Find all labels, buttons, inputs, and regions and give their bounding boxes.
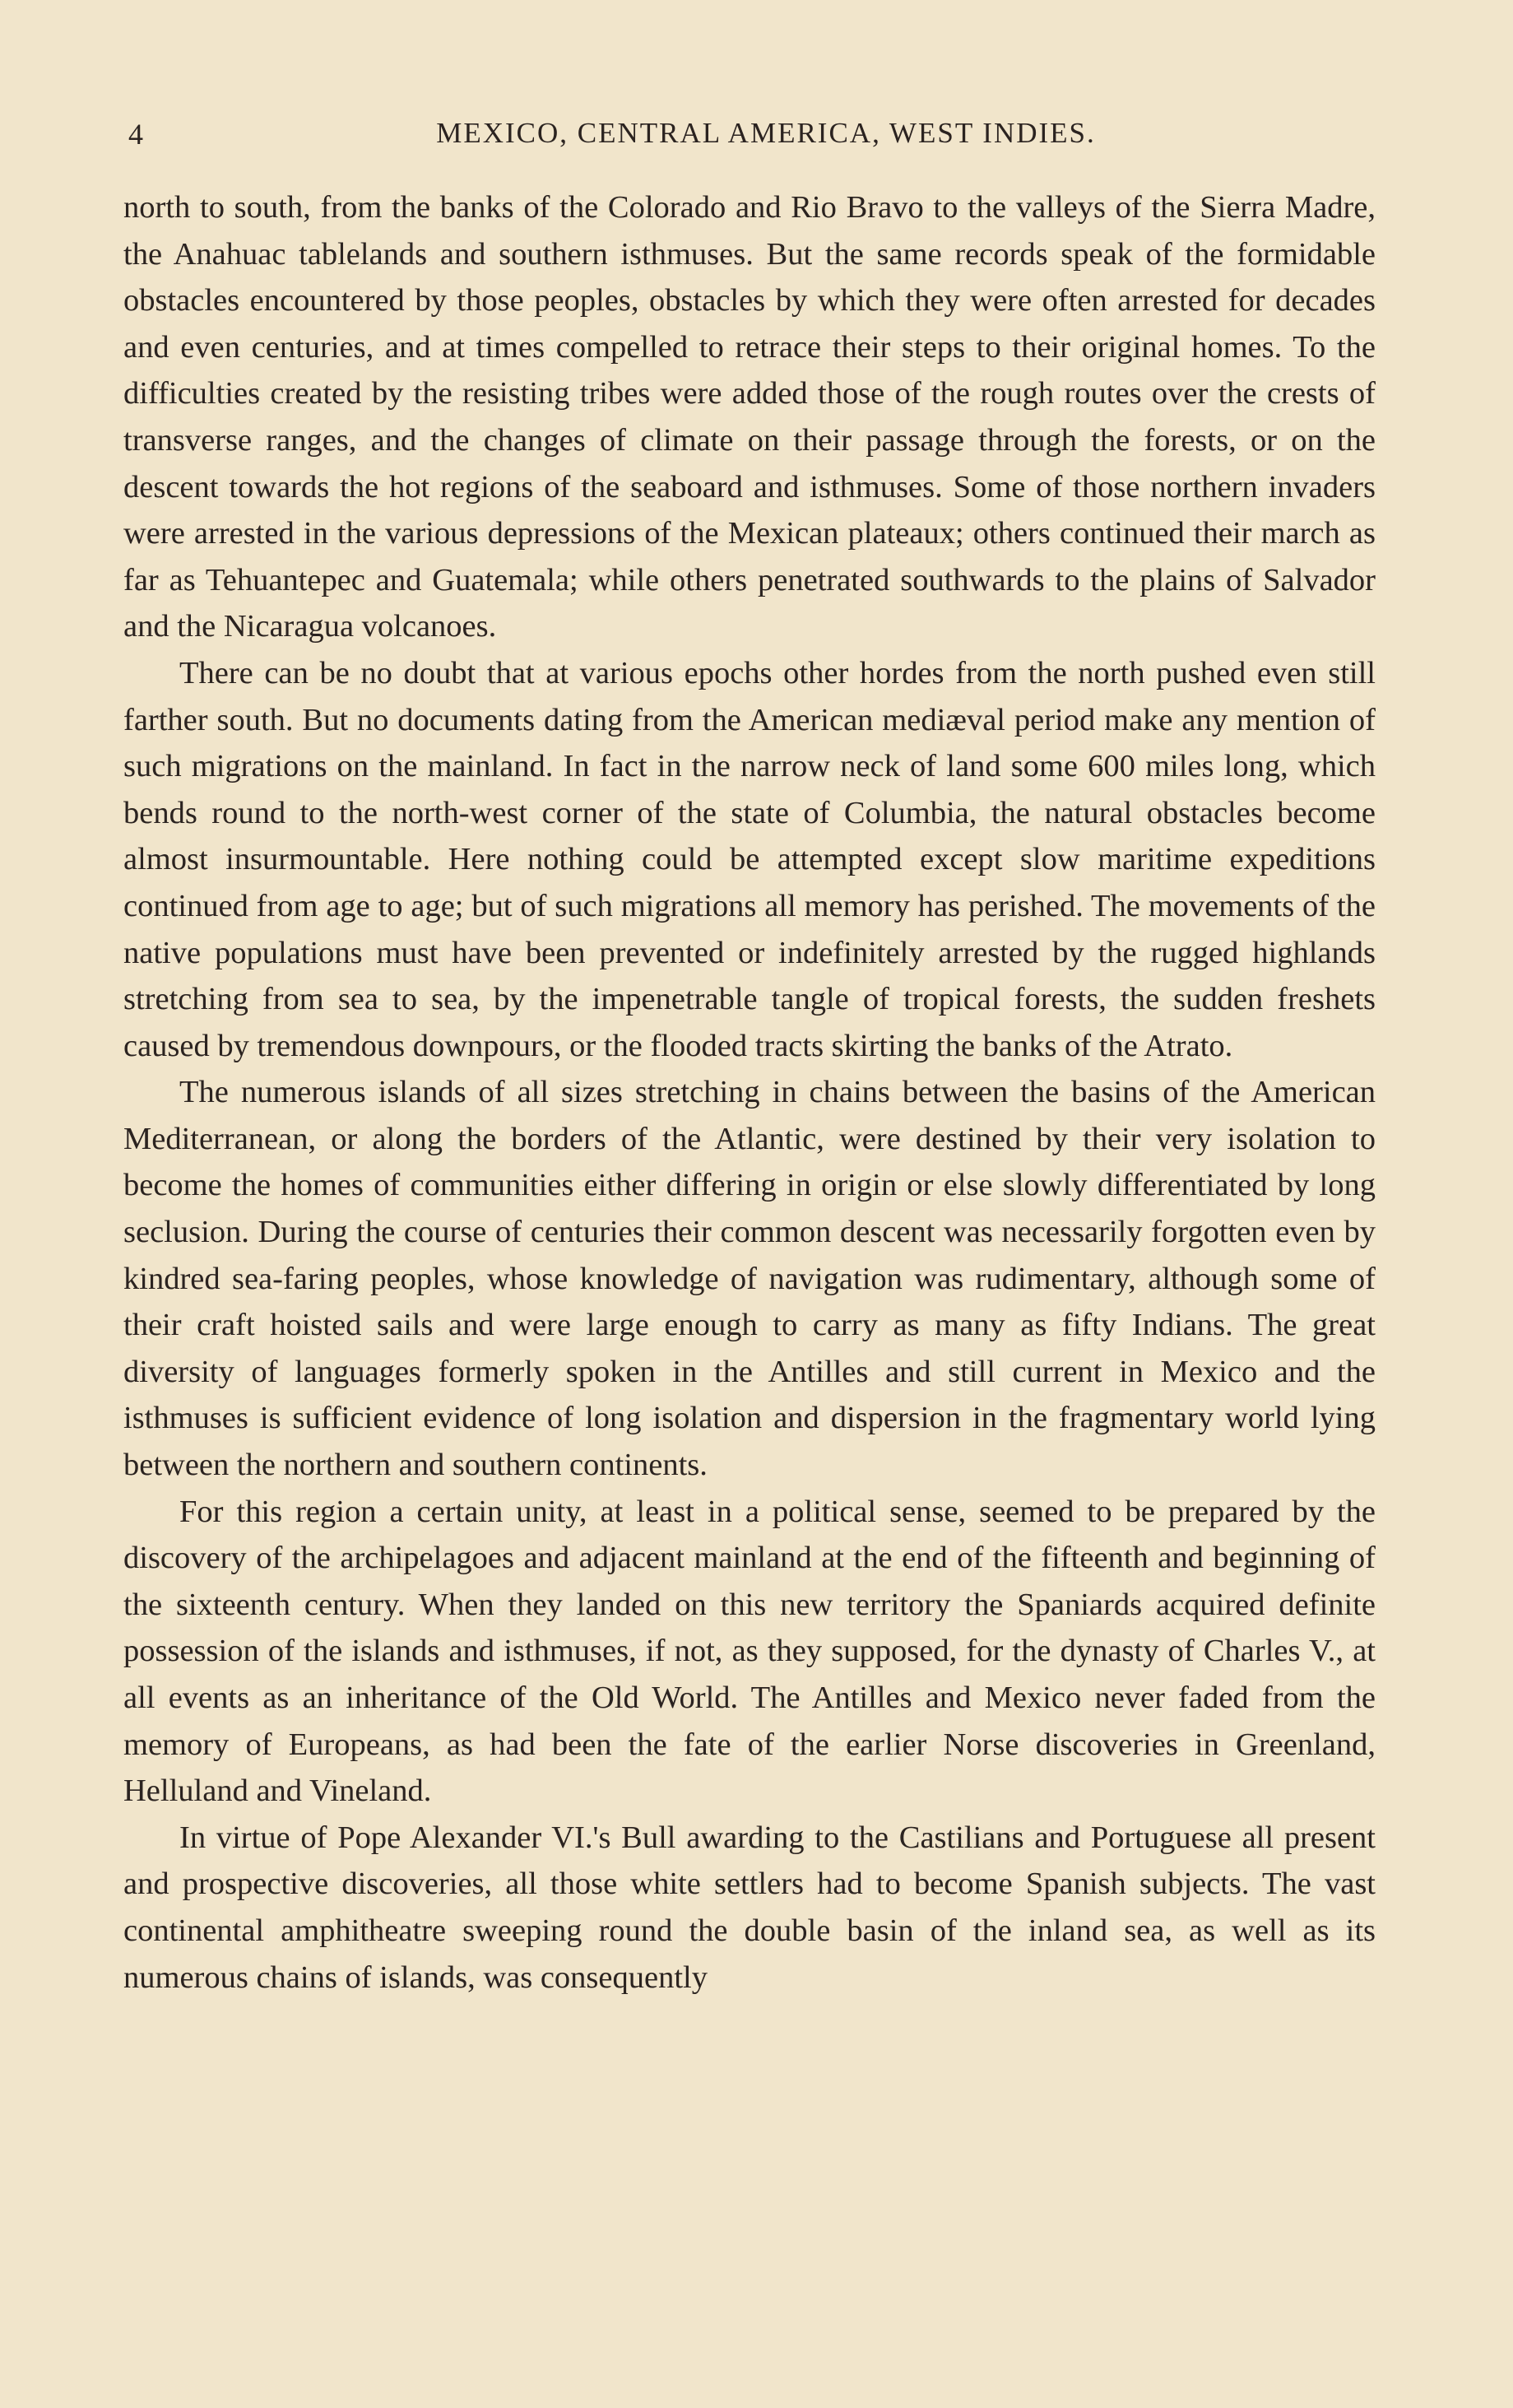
paragraph-1: north to south, from the banks of the Colorado and Rio Bravo to the valleys of the Sierra Madre, the Anahuac tablelands and southern isthmuses. But the same records speak of the formidable obstacles encountered by those peoples, obstacles by which they were often arrested for decades and even centuries, and at times compelled to retrace their steps to their original homes. To the difficulties created by the resisting tribes were added those of the rough routes over the crests of transverse ranges, and the changes of climate on their passage through the forests, or on the descent towards the hot regions of the seaboard and isthmuses. Some of those northern invaders were arrested in the various depressions of the Mexican plateaux; others continued their march as far as Tehuantepec and Guatemala; while others penetrated southwards to the plains of Salvador and the Nicaragua volcanoes. <box>123 190 1376 644</box>
body-text <box>123 184 1376 2001</box>
paragraph-5: In virtue of Pope Alexander VI.'s Bull awarding to the Castilians and Portuguese all present and prospective discoveries, all those white settlers had to become Spanish subjects. The vast continental amphitheatre sweeping round the double basin of the inland sea, as well as its numerous chains of islands, was consequently <box>123 1820 1376 1995</box>
paragraph-4: For this region a certain unity, at least in a political sense, seemed to be prepared by the discovery of the archipelagoes and adjacent mainland at the end of the fifteenth and beginning of the sixteenth century. When they landed on this new territory the Spaniards acquired definite possession of the islands and isthmuses, if not, as they supposed, for the dynasty of Charles V., at all events as an inheritance of the Old World. The Antilles and Mexico never faded from the memory of Europeans, as had been the fate of the earlier Norse discoveries in Greenland, Helluland and Vineland. <box>123 1494 1376 1809</box>
running-head <box>123 114 1376 163</box>
paragraph-3: The numerous islands of all sizes stretching in chains between the basins of the American Mediterranean, or along the borders of the Atlantic, were destined by their very isolation to become the homes of communities either differing in origin or else slowly differentiated by long seclusion. During the course of centuries their common descent was necessarily forgotten even by kindred sea-faring peoples, whose knowledge of navigation was rudimentary, although some of their craft hoisted sails and were large enough to carry as many as fifty Indians. The great diversity of languages formerly spoken in the Antilles and still current in Mexico and the isthmuses is sufficient evidence of long isolation and dispersion in the fragmentary world lying between the northern and southern continents. <box>123 1075 1376 1483</box>
paragraph-2: There can be no doubt that at various epochs other hordes from the north pushed even still farther south. But no documents dating from the American mediæval period make any mention of such migrations on the mainland. In fact in the narrow neck of land some 600 miles long, which bends round to the north-west corner of the state of Columbia, the natural obstacles become almost insurmountable. Here nothing could be attempted except slow maritime expeditions continued from age to age; but of such migrations all memory has perished. The movements of the native populations must have been prevented or indefinitely arrested by the rugged highlands stretching from sea to sea, by the impenetrable tangle of tropical forests, the sudden freshets caused by tremendous downpours, or the flooded tracts skirting the banks of the Atrato. <box>123 655 1376 1063</box>
page-number: 4 <box>128 118 144 151</box>
running-title: MEXICO, CENTRAL AMERICA, WEST INDIES. <box>436 117 1096 149</box>
